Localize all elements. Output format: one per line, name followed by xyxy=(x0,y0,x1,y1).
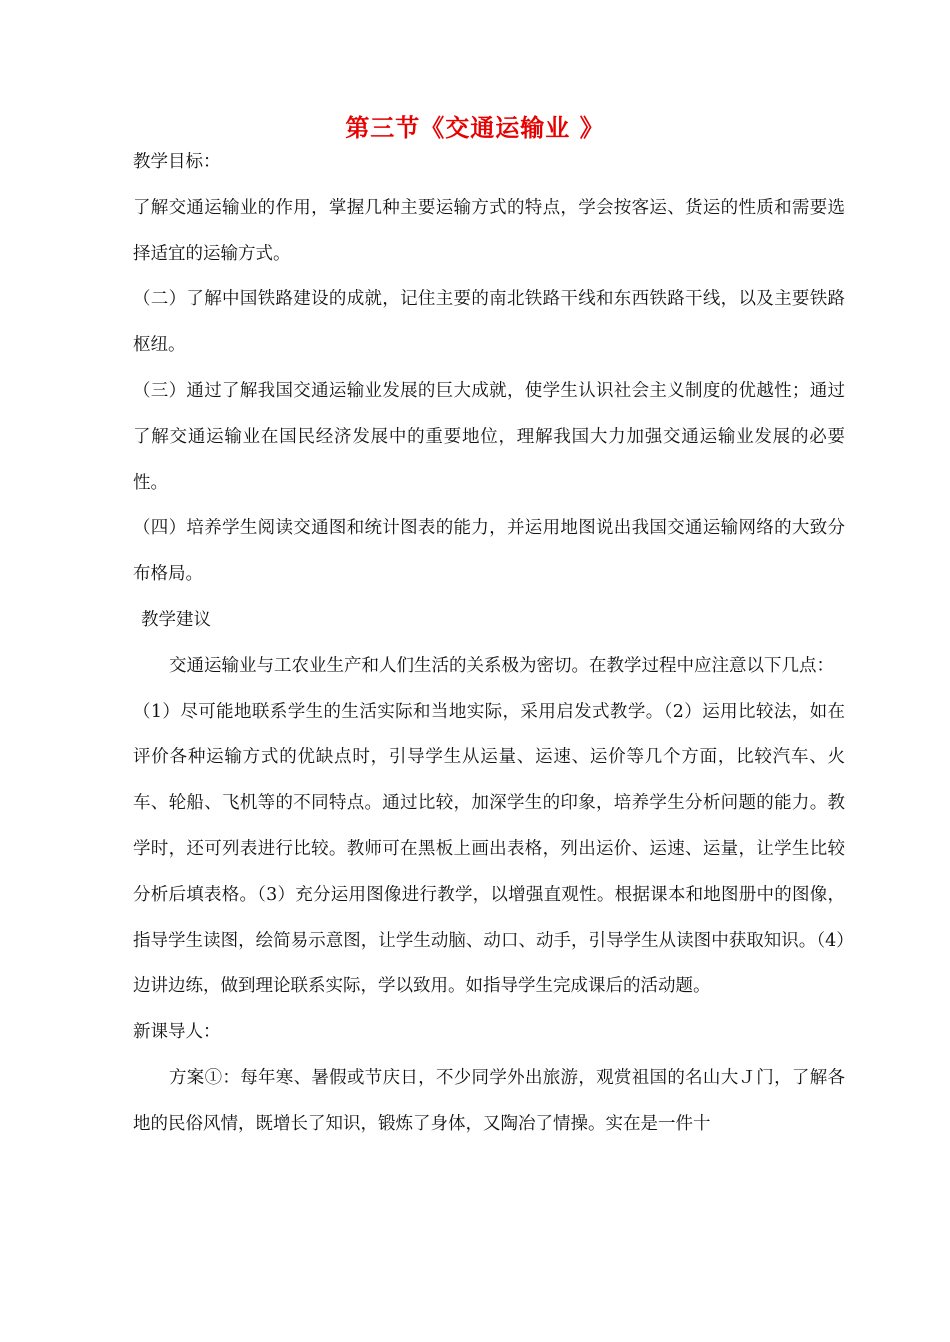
document-body xyxy=(133,140,845,1148)
section-heading-introduction: 新课导人： xyxy=(133,1022,221,1043)
introduction-plan-paragraph: 方案①：每年寒、暑假或节庆日，不少同学外出旅游，观赏祖国的名山大Ｊ门，了解各地的民俗风情，既增长了知识，锻炼了身体，又陶冶了情操。实在是一件十 xyxy=(133,1067,845,1134)
section-heading-suggestions: 教学建议 xyxy=(141,609,211,630)
objective-paragraph-4: （四）培养学生阅读交通图和统计图表的能力，并运用地图说出我国交通运输网络的大致分布格局。 xyxy=(133,518,845,585)
objective-paragraph-1: 了解交通运输业的作用，掌握几种主要运输方式的特点，学会按客运、货运的性质和需要选择适宜的运输方式。 xyxy=(133,197,845,264)
objective-paragraph-3: （三）通过了解我国交通运输业发展的巨大成就，使学生认识社会主义制度的优越性；通过了解交通运输业在国民经济发展中的重要地位，理解我国大力加强交通运输业发展的必要性。 xyxy=(133,380,845,493)
objective-paragraph-2: （二）了解中国铁路建设的成就，记住主要的南北铁路干线和东西铁路干线，以及主要铁路枢纽。 xyxy=(133,289,845,356)
section-heading-objectives: 教学目标： xyxy=(133,152,221,172)
suggestion-list-paragraph: （1）尽可能地联系学生的生活实际和当地实际，采用启发式教学。（2）运用比较法，如在评价各种运输方式的优缺点时，引导学生从运量、运速、运价等几个方面，比较汽车、火车、轮船、飞机等的不同特点。通过比较，加深学生的印象，培养学生分析问题的能力。教学时，还可列表进行比较。教师可在黑板上画出表格，列出运价、运速、运量，让学生比较分析后填表格。（3）充分运用图像进行教学，以增强直观性。根据课本和地图册中的图像，指导学生读图，绘简易示意图，让学生动脑、动口、动手，引导学生从读图中获取知识。（4）边讲边练，做到理论联系实际，学以致用。如指导学生完成课后的活动题。 xyxy=(133,701,845,997)
suggestion-intro-paragraph: 交通运输业与工农业生产和人们生活的关系极为密切。在教学过程中应注意以下几点： xyxy=(169,655,834,676)
document-title: 第三节《交通运输业 》 xyxy=(345,114,605,142)
